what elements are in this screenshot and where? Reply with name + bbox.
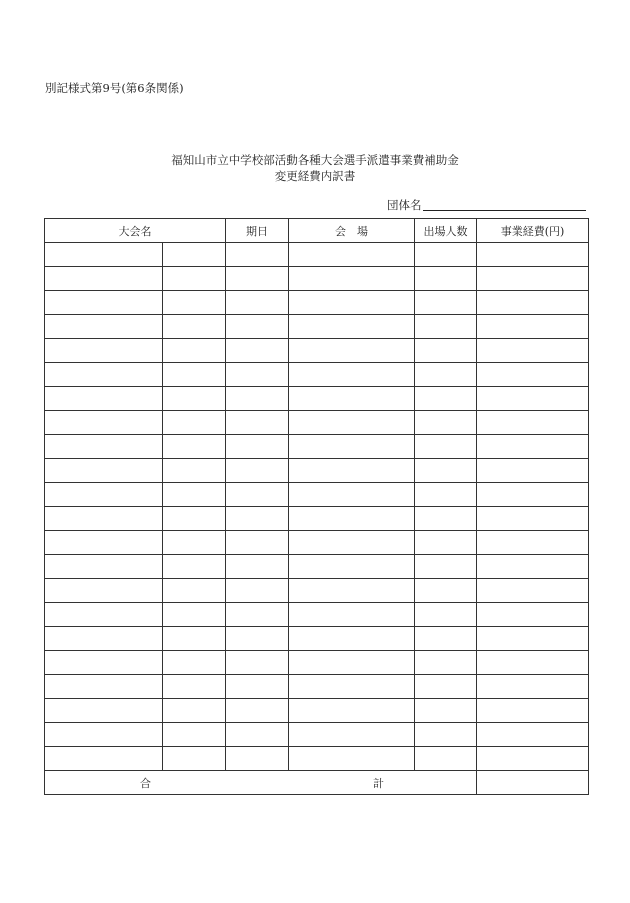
header-participants: 出場人数 xyxy=(415,219,477,243)
table-row xyxy=(45,459,589,483)
expense-cell[interactable] xyxy=(477,507,589,531)
period-cell[interactable] xyxy=(226,699,289,723)
event-name-cell[interactable] xyxy=(45,723,163,747)
event-detail-cell[interactable] xyxy=(163,315,226,339)
event-name-cell[interactable] xyxy=(45,483,163,507)
venue-cell[interactable] xyxy=(289,627,415,651)
period-cell[interactable] xyxy=(226,411,289,435)
participants-cell[interactable] xyxy=(415,627,477,651)
table-row xyxy=(45,411,589,435)
expense-cell[interactable] xyxy=(477,315,589,339)
event-detail-cell[interactable] xyxy=(163,603,226,627)
venue-cell[interactable] xyxy=(289,267,415,291)
event-name-cell[interactable] xyxy=(45,579,163,603)
venue-cell[interactable] xyxy=(289,651,415,675)
period-cell[interactable] xyxy=(226,243,289,267)
table-row xyxy=(45,603,589,627)
event-name-cell[interactable] xyxy=(45,507,163,531)
participants-cell[interactable] xyxy=(415,747,477,771)
total-label-right: 計 xyxy=(373,777,384,790)
participants-cell[interactable] xyxy=(415,699,477,723)
participants-cell[interactable] xyxy=(415,483,477,507)
event-detail-cell[interactable] xyxy=(163,747,226,771)
event-name-cell[interactable] xyxy=(45,603,163,627)
participants-cell[interactable] xyxy=(415,555,477,579)
table-row xyxy=(45,483,589,507)
period-cell[interactable] xyxy=(226,531,289,555)
table-row xyxy=(45,291,589,315)
period-cell[interactable] xyxy=(226,555,289,579)
participants-cell[interactable] xyxy=(415,363,477,387)
event-name-cell[interactable] xyxy=(45,387,163,411)
event-detail-cell[interactable] xyxy=(163,723,226,747)
venue-cell[interactable] xyxy=(289,555,415,579)
venue-cell[interactable] xyxy=(289,459,415,483)
expense-cell[interactable] xyxy=(477,411,589,435)
table-row xyxy=(45,339,589,363)
form-number: 別記様式第9号(第6条関係) xyxy=(45,81,184,95)
venue-cell[interactable] xyxy=(289,291,415,315)
period-cell[interactable] xyxy=(226,363,289,387)
event-name-cell[interactable] xyxy=(45,627,163,651)
event-name-cell[interactable] xyxy=(45,675,163,699)
period-cell[interactable] xyxy=(226,339,289,363)
table-row xyxy=(45,507,589,531)
event-name-cell[interactable] xyxy=(45,435,163,459)
participants-cell[interactable] xyxy=(415,603,477,627)
participants-cell[interactable] xyxy=(415,339,477,363)
event-detail-cell[interactable] xyxy=(163,507,226,531)
participants-cell[interactable] xyxy=(415,411,477,435)
event-name-cell[interactable] xyxy=(45,267,163,291)
event-detail-cell[interactable] xyxy=(163,267,226,291)
period-cell[interactable] xyxy=(226,291,289,315)
header-event-name: 大会名 xyxy=(45,219,226,243)
table-row xyxy=(45,747,589,771)
table-row xyxy=(45,651,589,675)
venue-cell[interactable] xyxy=(289,243,415,267)
event-name-cell[interactable] xyxy=(45,459,163,483)
table-row xyxy=(45,315,589,339)
event-detail-cell[interactable] xyxy=(163,579,226,603)
event-detail-cell[interactable] xyxy=(163,291,226,315)
event-detail-cell[interactable] xyxy=(163,387,226,411)
expense-cell[interactable] xyxy=(477,387,589,411)
table-header-row xyxy=(45,219,589,243)
participants-cell[interactable] xyxy=(415,243,477,267)
venue-cell[interactable] xyxy=(289,723,415,747)
event-name-cell[interactable] xyxy=(45,699,163,723)
expense-cell[interactable] xyxy=(477,675,589,699)
table-row xyxy=(45,267,589,291)
organization-label: 団体名 xyxy=(387,198,422,212)
period-cell[interactable] xyxy=(226,651,289,675)
event-detail-cell[interactable] xyxy=(163,699,226,723)
venue-cell[interactable] xyxy=(289,315,415,339)
expense-cell[interactable] xyxy=(477,555,589,579)
total-row xyxy=(45,771,589,795)
venue-cell[interactable] xyxy=(289,603,415,627)
period-cell[interactable] xyxy=(226,579,289,603)
expense-cell[interactable] xyxy=(477,243,589,267)
table-row xyxy=(45,675,589,699)
venue-cell[interactable] xyxy=(289,579,415,603)
venue-cell[interactable] xyxy=(289,339,415,363)
event-name-cell[interactable] xyxy=(45,363,163,387)
table-row xyxy=(45,579,589,603)
period-cell[interactable] xyxy=(226,387,289,411)
table-body xyxy=(45,243,589,771)
header-period: 期日 xyxy=(226,219,289,243)
venue-cell[interactable] xyxy=(289,411,415,435)
event-detail-cell[interactable] xyxy=(163,459,226,483)
period-cell[interactable] xyxy=(226,723,289,747)
table-row xyxy=(45,243,589,267)
event-name-cell[interactable] xyxy=(45,291,163,315)
total-label-cell xyxy=(45,771,477,795)
participants-cell[interactable] xyxy=(415,435,477,459)
event-detail-cell[interactable] xyxy=(163,555,226,579)
participants-cell[interactable] xyxy=(415,675,477,699)
period-cell[interactable] xyxy=(226,747,289,771)
expense-cell[interactable] xyxy=(477,723,589,747)
expense-cell[interactable] xyxy=(477,651,589,675)
table-row xyxy=(45,723,589,747)
participants-cell[interactable] xyxy=(415,507,477,531)
total-expense-cell[interactable] xyxy=(477,771,589,795)
period-cell[interactable] xyxy=(226,315,289,339)
event-detail-cell[interactable] xyxy=(163,531,226,555)
expense-cell[interactable] xyxy=(477,291,589,315)
expense-cell[interactable] xyxy=(477,747,589,771)
expense-cell[interactable] xyxy=(477,339,589,363)
period-cell[interactable] xyxy=(226,507,289,531)
event-detail-cell[interactable] xyxy=(163,411,226,435)
table-row xyxy=(45,435,589,459)
expense-breakdown-table xyxy=(44,218,589,795)
venue-cell[interactable] xyxy=(289,507,415,531)
document-subtitle: 変更経費内訳書 xyxy=(274,169,356,183)
venue-cell[interactable] xyxy=(289,531,415,555)
expense-cell[interactable] xyxy=(477,459,589,483)
table-row xyxy=(45,531,589,555)
period-cell[interactable] xyxy=(226,459,289,483)
document-title: 福知山市立中学校部活動各種大会選手派遣事業費補助金 xyxy=(171,153,459,167)
table-row xyxy=(45,699,589,723)
event-detail-cell[interactable] xyxy=(163,243,226,267)
event-detail-cell[interactable] xyxy=(163,363,226,387)
table-row xyxy=(45,363,589,387)
event-detail-cell[interactable] xyxy=(163,627,226,651)
expense-cell[interactable] xyxy=(477,603,589,627)
participants-cell[interactable] xyxy=(415,387,477,411)
venue-cell[interactable] xyxy=(289,363,415,387)
event-name-cell[interactable] xyxy=(45,651,163,675)
participants-cell[interactable] xyxy=(415,315,477,339)
event-detail-cell[interactable] xyxy=(163,483,226,507)
organization-name-input[interactable] xyxy=(423,197,586,211)
participants-cell[interactable] xyxy=(415,651,477,675)
period-cell[interactable] xyxy=(226,483,289,507)
event-name-cell[interactable] xyxy=(45,315,163,339)
expense-cell[interactable] xyxy=(477,627,589,651)
table-row xyxy=(45,387,589,411)
expense-cell[interactable] xyxy=(477,267,589,291)
venue-cell[interactable] xyxy=(289,387,415,411)
period-cell[interactable] xyxy=(226,675,289,699)
period-cell[interactable] xyxy=(226,267,289,291)
event-detail-cell[interactable] xyxy=(163,339,226,363)
event-name-cell[interactable] xyxy=(45,555,163,579)
header-venue: 会 場 xyxy=(289,219,415,243)
expense-cell[interactable] xyxy=(477,363,589,387)
expense-cell[interactable] xyxy=(477,483,589,507)
participants-cell[interactable] xyxy=(415,723,477,747)
participants-cell[interactable] xyxy=(415,459,477,483)
expense-cell[interactable] xyxy=(477,435,589,459)
period-cell[interactable] xyxy=(226,603,289,627)
participants-cell[interactable] xyxy=(415,291,477,315)
participants-cell[interactable] xyxy=(415,531,477,555)
expense-cell[interactable] xyxy=(477,531,589,555)
venue-cell[interactable] xyxy=(289,747,415,771)
period-cell[interactable] xyxy=(226,435,289,459)
event-detail-cell[interactable] xyxy=(163,651,226,675)
organization-field xyxy=(387,197,422,213)
event-detail-cell[interactable] xyxy=(163,435,226,459)
event-name-cell[interactable] xyxy=(45,339,163,363)
expense-cell[interactable] xyxy=(477,699,589,723)
table-row xyxy=(45,555,589,579)
expense-cell[interactable] xyxy=(477,579,589,603)
header-expense: 事業経費(円) xyxy=(477,219,589,243)
venue-cell[interactable] xyxy=(289,699,415,723)
event-detail-cell[interactable] xyxy=(163,675,226,699)
total-label-left: 合 xyxy=(140,777,151,790)
period-cell[interactable] xyxy=(226,627,289,651)
venue-cell[interactable] xyxy=(289,483,415,507)
table-row xyxy=(45,627,589,651)
event-name-cell[interactable] xyxy=(45,411,163,435)
venue-cell[interactable] xyxy=(289,675,415,699)
participants-cell[interactable] xyxy=(415,267,477,291)
event-name-cell[interactable] xyxy=(45,243,163,267)
event-name-cell[interactable] xyxy=(45,531,163,555)
event-name-cell[interactable] xyxy=(45,747,163,771)
venue-cell[interactable] xyxy=(289,435,415,459)
participants-cell[interactable] xyxy=(415,579,477,603)
